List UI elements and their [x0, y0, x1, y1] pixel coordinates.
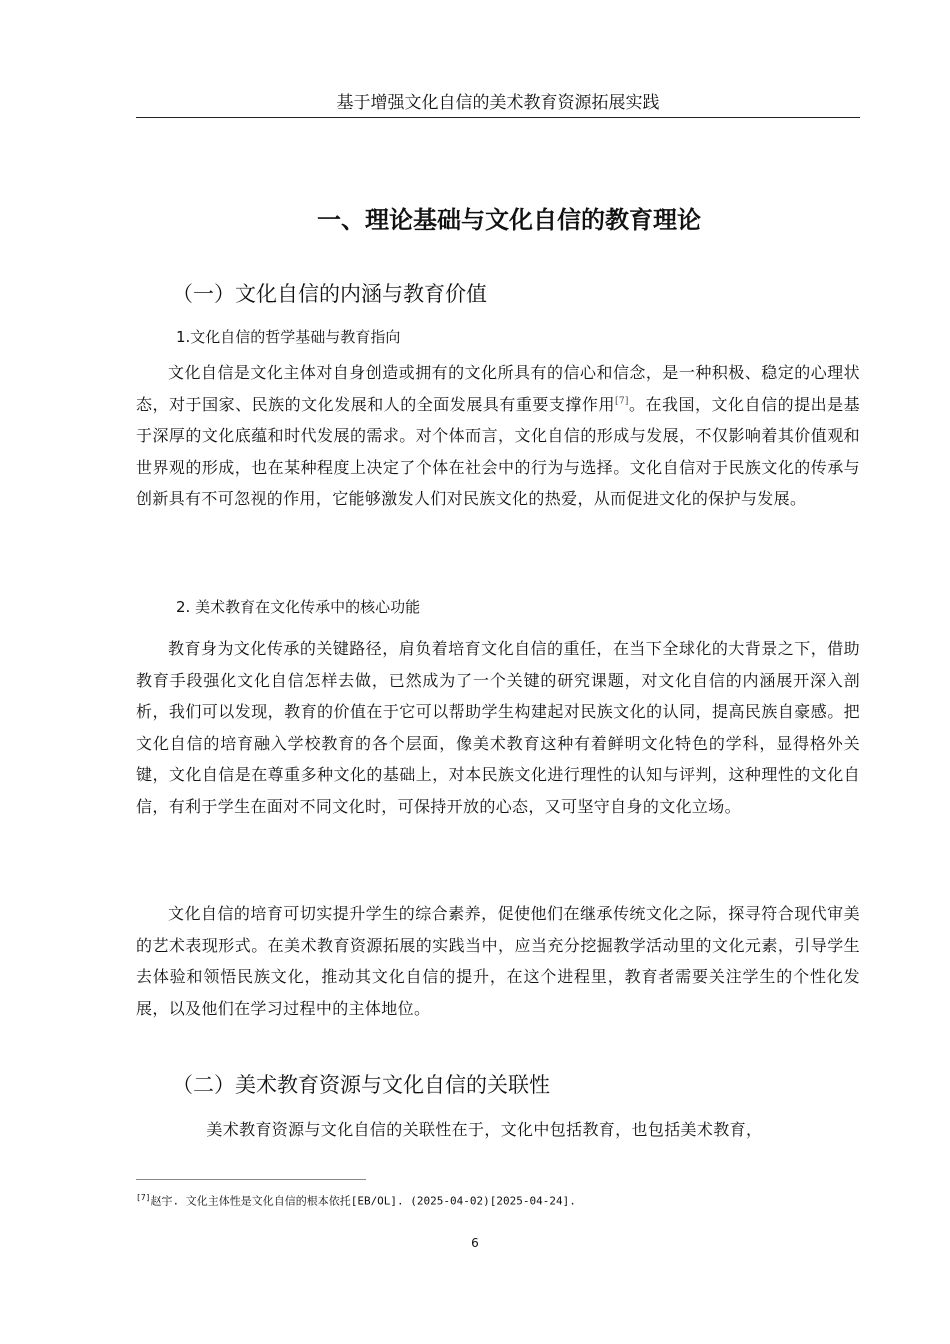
footnote-mark: [7]	[136, 1193, 151, 1202]
section-heading-2: （二）美术教育资源与文化自信的关联性	[172, 1073, 550, 1097]
subsection-heading-2: 2. 美术教育在文化传承中的核心功能	[176, 598, 421, 616]
paragraph-text-before-ref: 文化自信是文化主体对自身创造或拥有的文化所具有的信心和信念，是一种积极、稳定的心理状态，对于国家、民族的文化发展和人的全面发展具有重要支撑作用	[136, 363, 860, 414]
paragraph-education-role: 教育身为文化传承的关键路径，肩负着培育文化自信的重任，在当下全球化的大背景之下，借助教育手段强化文化自信怎样去做，已然成为了一个关键的研究课题，对文化自信的内涵展开深入剖析，我们可以发现，教育的价值在于它可以帮助学生构建起对民族文化的认同，提高民族自豪感。把文化自信的培育融入学校教育的各个层面，像美术教育这种有着鲜明文化特色的学科，显得格外关键，文化自信是在尊重多种文化的基础上，对本民族文化进行理性的认知与评判，这种理性的文化自信，有利于学生在面对不同文化时，可保持开放的心态，又可坚守自身的文化立场。	[136, 639, 860, 816]
subsection-heading-1: 1.文化自信的哲学基础与教育指向	[176, 328, 401, 346]
paragraph-cultural-confidence-definition	[136, 357, 860, 515]
chapter-title: 一、理论基础与文化自信的教育理论	[317, 206, 701, 234]
section-heading-1: （一）文化自信的内涵与教育价值	[172, 282, 487, 306]
running-header: 基于增强文化自信的美术教育资源拓展实践	[136, 92, 860, 118]
citation-marker[interactable]: [7]	[614, 396, 629, 407]
paragraph-text-after-ref: 。在我国，文化自信的提出是基于深厚的文化底蕴和时代发展的需求。对个体而言，文化自信的形成与发展，不仅影响着其价值观和世界观的形成，也在某种程度上决定了个体在社会中的行为与选择。文化自信对于民族文化的传承与创新具有不可忽视的作用，它能够激发人们对民族文化的热爱，从而促进文化的保护与发展。	[136, 394, 861, 508]
footnote-divider	[136, 1179, 366, 1180]
footnote	[136, 1190, 860, 1210]
paragraph-resources-relation: 美术教育资源与文化自信的关联性在于，文化中包括教育，也包括美术教育，	[206, 1120, 763, 1139]
paragraph-cultivation: 文化自信的培育可切实提升学生的综合素养，促使他们在继承传统文化之际，探寻符合现代审美的艺术表现形式。在美术教育资源拓展的实践当中，应当充分挖掘教学活动里的文化元素，引导学生去体验和领悟民族文化，推动其文化自信的提升，在这个进程里，教育者需要关注学生的个性化发展，以及他们在学习过程中的主体地位。	[136, 904, 860, 1018]
page-number: 6	[471, 1236, 479, 1250]
footnote-text: 赵宇. 文化主体性是文化自信的根本依托[EB/OL]. (2025-04-02)[2025-04-24].	[150, 1194, 576, 1208]
